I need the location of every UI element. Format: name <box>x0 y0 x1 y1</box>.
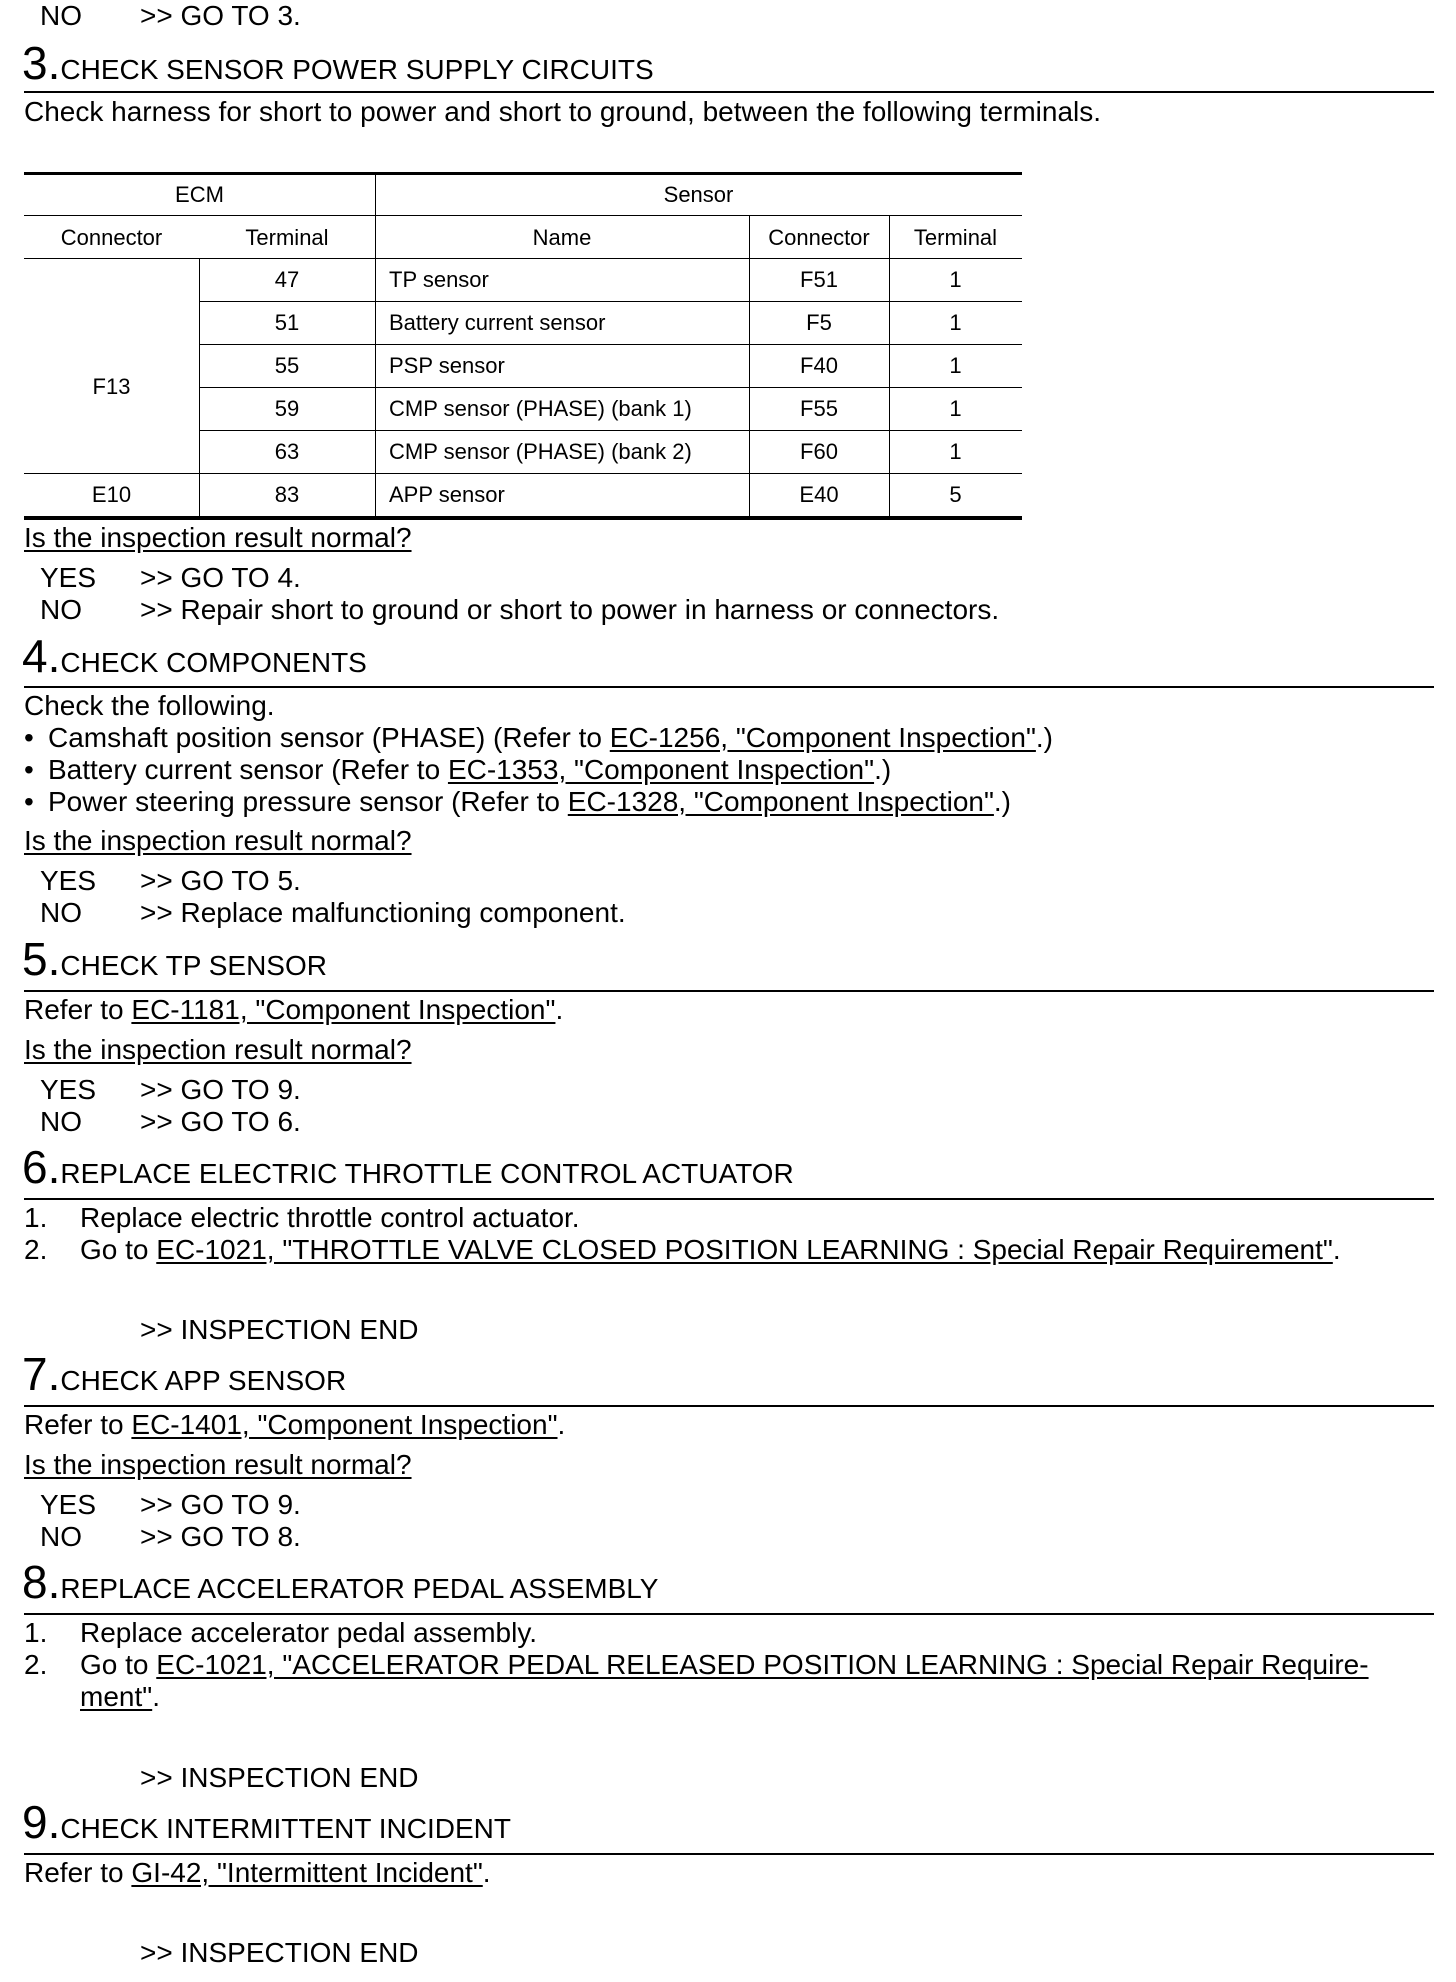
list-item <box>24 722 34 754</box>
step-5-refer <box>24 994 563 1026</box>
step-3-heading <box>22 37 654 89</box>
step-number: 9. <box>22 1796 61 1848</box>
table-cell: E40 <box>799 482 839 507</box>
reference-link[interactable]: EC-1256, "Component Inspection" <box>609 722 1036 753</box>
text: . <box>482 1857 491 1888</box>
step-title: CHECK INTERMITTENT INCIDENT <box>60 1813 511 1844</box>
col-sensor-terminal: Terminal <box>913 225 998 250</box>
ecm-connector-e10: E10 <box>91 482 132 507</box>
answer-no-key: NO <box>40 1106 82 1137</box>
step-4-heading <box>22 630 367 682</box>
text: Battery current sensor (Refer to <box>48 754 448 785</box>
table-cell: CMP sensor (PHASE) (bank 1) <box>389 396 692 421</box>
answer-no-value: >> GO TO 3. <box>140 0 301 31</box>
answer-yes-key: YES <box>40 865 97 896</box>
step-4-intro: Check the following. <box>24 690 275 721</box>
inspection-end: >> INSPECTION END <box>140 1314 419 1345</box>
header-sensor: Sensor <box>663 182 734 207</box>
divider <box>24 686 1434 688</box>
step-7-refer <box>24 1409 565 1441</box>
reference-link[interactable]: EC-1401, "Component Inspection" <box>131 1409 558 1440</box>
step-9-refer <box>24 1857 491 1889</box>
col-sensor-connector: Connector <box>768 225 870 250</box>
divider <box>24 91 1434 93</box>
table-cell: F40 <box>800 353 838 378</box>
table-cell: 1 <box>949 439 962 464</box>
answer-yes-value: >> GO TO 9. <box>140 1489 301 1520</box>
answer-no-key: NO <box>40 594 82 625</box>
table-cell: 55 <box>274 353 300 378</box>
table-cell: APP sensor <box>389 482 505 507</box>
step-6-heading <box>22 1141 794 1193</box>
step-8-heading <box>22 1556 659 1608</box>
list-item-text <box>48 722 1053 754</box>
ecm-connector-f13: F13 <box>92 374 131 399</box>
text: Refer to <box>24 994 132 1025</box>
col-ecm-terminal: Terminal <box>245 225 329 250</box>
list-item-text <box>80 1649 1369 1681</box>
step-4-question: Is the inspection result normal? <box>24 825 412 856</box>
list-item-text: Replace electric throttle control actuator. <box>80 1202 580 1233</box>
step-title: CHECK APP SENSOR <box>60 1365 347 1396</box>
divider <box>24 1613 1434 1615</box>
inspection-end: >> INSPECTION END <box>140 1762 419 1793</box>
list-item <box>24 786 34 818</box>
list-item-text <box>48 754 891 786</box>
list-item-text <box>48 786 1011 818</box>
text: .) <box>874 754 892 785</box>
step-number: 4. <box>22 630 61 682</box>
reference-link[interactable]: EC-1328, "Component Inspection" <box>567 786 994 817</box>
list-item-text <box>80 1234 1341 1266</box>
answer-no-value: >> GO TO 8. <box>140 1521 301 1552</box>
step-title: CHECK TP SENSOR <box>60 950 327 981</box>
table-cell: F5 <box>806 310 832 335</box>
answer-no-key: NO <box>40 897 82 928</box>
text: Power steering pressure sensor (Refer to <box>48 786 568 817</box>
answer-no-value: >> GO TO 6. <box>140 1106 301 1137</box>
reference-link[interactable]: EC-1021, "THROTTLE VALVE CLOSED POSITION LEARNING : Special Repair Requirement" <box>156 1234 1333 1265</box>
text: Refer to <box>24 1857 132 1888</box>
table-cell: 1 <box>949 353 962 378</box>
answer-yes-value: >> GO TO 4. <box>140 562 301 593</box>
step-5-heading <box>22 933 327 985</box>
step-3-question: Is the inspection result normal? <box>24 522 412 553</box>
bullet: • <box>24 722 34 753</box>
answer-yes-value: >> GO TO 5. <box>140 865 301 896</box>
answer-no-key: NO <box>40 0 82 31</box>
text: . <box>1332 1234 1341 1265</box>
text: Go to <box>80 1649 157 1680</box>
table-cell: 83 <box>274 482 300 507</box>
reference-link[interactable]: GI-42, "Intermittent Incident" <box>131 1857 483 1888</box>
divider <box>24 1198 1434 1200</box>
col-sensor-name: Name <box>532 225 592 250</box>
step-number: 7. <box>22 1348 61 1400</box>
text: Refer to <box>24 1409 132 1440</box>
reference-link[interactable]: EC-1181, "Component Inspection" <box>131 994 556 1025</box>
text: .) <box>1035 722 1053 753</box>
text: . <box>152 1681 160 1712</box>
divider <box>24 1853 1434 1855</box>
text: Go to <box>80 1234 157 1265</box>
text: . <box>555 994 564 1025</box>
table-cell: 1 <box>949 267 962 292</box>
list-number: 2. <box>24 1234 48 1265</box>
table-cell: 5 <box>949 482 962 507</box>
table-cell: 47 <box>274 267 300 292</box>
table-cell: CMP sensor (PHASE) (bank 2) <box>389 439 692 464</box>
step-number: 6. <box>22 1141 61 1193</box>
table-cell: PSP sensor <box>389 353 505 378</box>
list-item-text: Replace accelerator pedal assembly. <box>80 1617 538 1648</box>
table-cell: 51 <box>274 310 300 335</box>
divider <box>24 990 1434 992</box>
step-number: 5. <box>22 933 61 985</box>
table-cell: Battery current sensor <box>389 310 606 335</box>
bullet: • <box>24 786 34 817</box>
step-5-question: Is the inspection result normal? <box>24 1034 412 1065</box>
reference-link[interactable]: EC-1021, "ACCELERATOR PEDAL RELEASED POSITION LEARNING : Special Repair Require- <box>156 1649 1369 1680</box>
table-cell: F55 <box>800 396 838 421</box>
step-title: CHECK COMPONENTS <box>60 647 367 678</box>
answer-no-value: >> Replace malfunctioning component. <box>140 897 626 928</box>
table-cell: 1 <box>949 310 962 335</box>
step-7-question: Is the inspection result normal? <box>24 1449 412 1480</box>
step-number: 3. <box>22 37 61 89</box>
table-cell: 59 <box>274 396 300 421</box>
answer-yes-value: >> GO TO 9. <box>140 1074 301 1105</box>
text: .) <box>993 786 1012 817</box>
col-ecm-connector: Connector <box>60 225 163 250</box>
list-item <box>24 754 34 786</box>
answer-yes-key: YES <box>40 1489 97 1520</box>
header-ecm: ECM <box>175 182 224 207</box>
step-title: CHECK SENSOR POWER SUPPLY CIRCUITS <box>60 54 654 85</box>
step-3-instruction: Check harness for short to power and short to ground, between the following terminals. <box>24 96 1102 127</box>
table-cell: 1 <box>949 396 962 421</box>
answer-yes-key: YES <box>40 562 97 593</box>
inspection-end: >> INSPECTION END <box>140 1937 419 1968</box>
list-item-text-continued <box>80 1681 160 1713</box>
answer-yes-key: YES <box>40 1074 97 1105</box>
step-7-heading <box>22 1348 347 1400</box>
step-number: 8. <box>22 1556 61 1608</box>
step-title: REPLACE ELECTRIC THROTTLE CONTROL ACTUATOR <box>60 1158 794 1189</box>
list-number: 1. <box>24 1617 48 1648</box>
table-cell: TP sensor <box>389 267 489 292</box>
terminal-table <box>24 172 1022 520</box>
divider <box>24 1405 1434 1407</box>
answer-no-value: >> Repair short to ground or short to power in harness or connectors. <box>140 594 1000 625</box>
list-number: 2. <box>24 1649 48 1680</box>
bullet: • <box>24 754 34 785</box>
table-cell: F60 <box>800 439 838 464</box>
list-number: 1. <box>24 1202 48 1233</box>
reference-link[interactable]: ment" <box>80 1681 153 1712</box>
reference-link[interactable]: EC-1353, "Component Inspection" <box>447 754 875 785</box>
text: . <box>557 1409 566 1440</box>
text: Camshaft position sensor (PHASE) (Refer to <box>48 722 610 753</box>
step-title: REPLACE ACCELERATOR PEDAL ASSEMBLY <box>60 1573 659 1604</box>
table-cell: 63 <box>274 439 300 464</box>
step-9-heading <box>22 1796 511 1848</box>
table-cell: F51 <box>800 267 838 292</box>
answer-no-key: NO <box>40 1521 82 1552</box>
